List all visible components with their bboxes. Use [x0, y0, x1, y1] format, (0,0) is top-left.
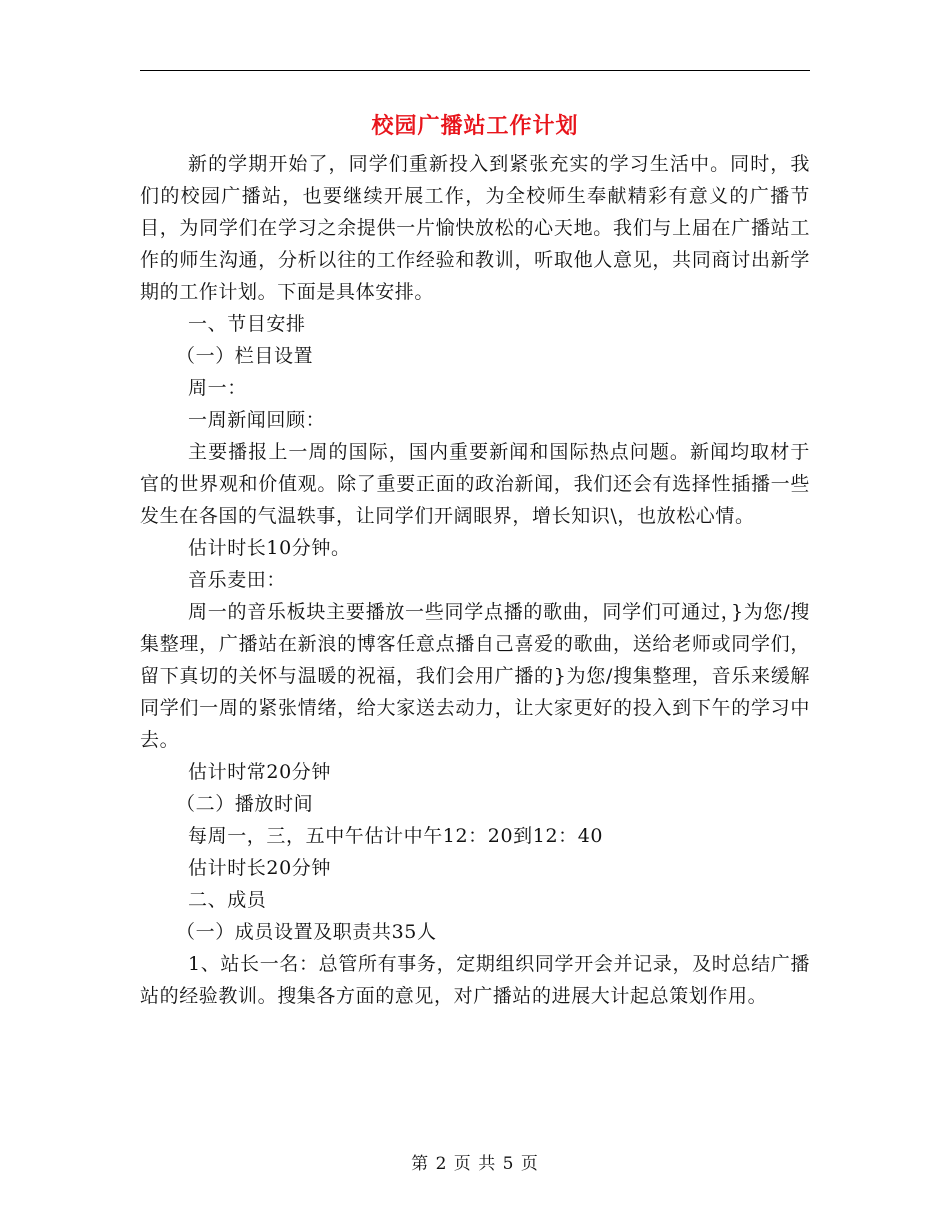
- page-footer: 第 2 页 共 5 页: [411, 1154, 539, 1174]
- paragraph: 1、站长一名：总管所有事务，定期组织同学开会并记录，及时总结广播站的经验教训。搜集各方面的意见，对广播站的进展大计起总策划作用。: [140, 953, 810, 1007]
- paragraph: 估计时长20分钟: [188, 857, 331, 879]
- paragraph: 二、成员: [188, 889, 267, 911]
- paragraph: 新的学期开始了，同学们重新投入到紧张充实的学习生活中。同时，我们的校园广播站，也要继续开展工作，为全校师生奉献精彩有意义的广播节目，为同学们在学习之余提供一片愉快放松的心天地。我们与上届在广播站工作的师生沟通，分析以往的工作经验和教训，听取他人意见，共同商讨出新学期的工作计划。下面是具体安排。: [140, 153, 810, 303]
- paragraph: 一、节目安排: [188, 313, 306, 335]
- paragraph: 估计时长10分钟。: [188, 537, 351, 559]
- paragraph: （一）成员设置及职责共35人: [176, 921, 437, 943]
- paragraph: 周一的音乐板块主要播放一些同学点播的歌曲，同学们可通过，}为您/搜集整理，广播站在新浪的博客任意点播自己喜爱的歌曲，送给老师或同学们，留下真切的关怀与温暖的祝福，我们会用广播的}为您/搜集整理，音乐来缓解同学们一周的紧张情绪，给大家送去动力，让大家更好的投入到下午的学习中去。: [140, 601, 810, 751]
- paragraph: 主要播报上一周的国际，国内重要新闻和国际热点问题。新闻均取材于官的世界观和价值观。除了重要正面的政治新闻，我们还会有选择性插播一些发生在各国的气温轶事，让同学们开阔眼界，增长知识\，也放松心情。: [140, 441, 810, 527]
- paragraph: 周一：: [188, 377, 247, 399]
- paragraph: （一）栏目设置: [176, 345, 314, 367]
- paragraph: 每周一，三，五中午估计中午12：20到12：40: [188, 825, 604, 847]
- paragraph: 一周新闻回顾：: [188, 409, 326, 431]
- header-rule: [140, 70, 810, 71]
- document-title: 校园广播站工作计划: [371, 113, 579, 139]
- paragraph: （二）播放时间: [176, 793, 314, 815]
- paragraph: 估计时常20分钟: [188, 761, 331, 783]
- paragraph: 音乐麦田：: [188, 569, 287, 591]
- document-body: [140, 148, 810, 1012]
